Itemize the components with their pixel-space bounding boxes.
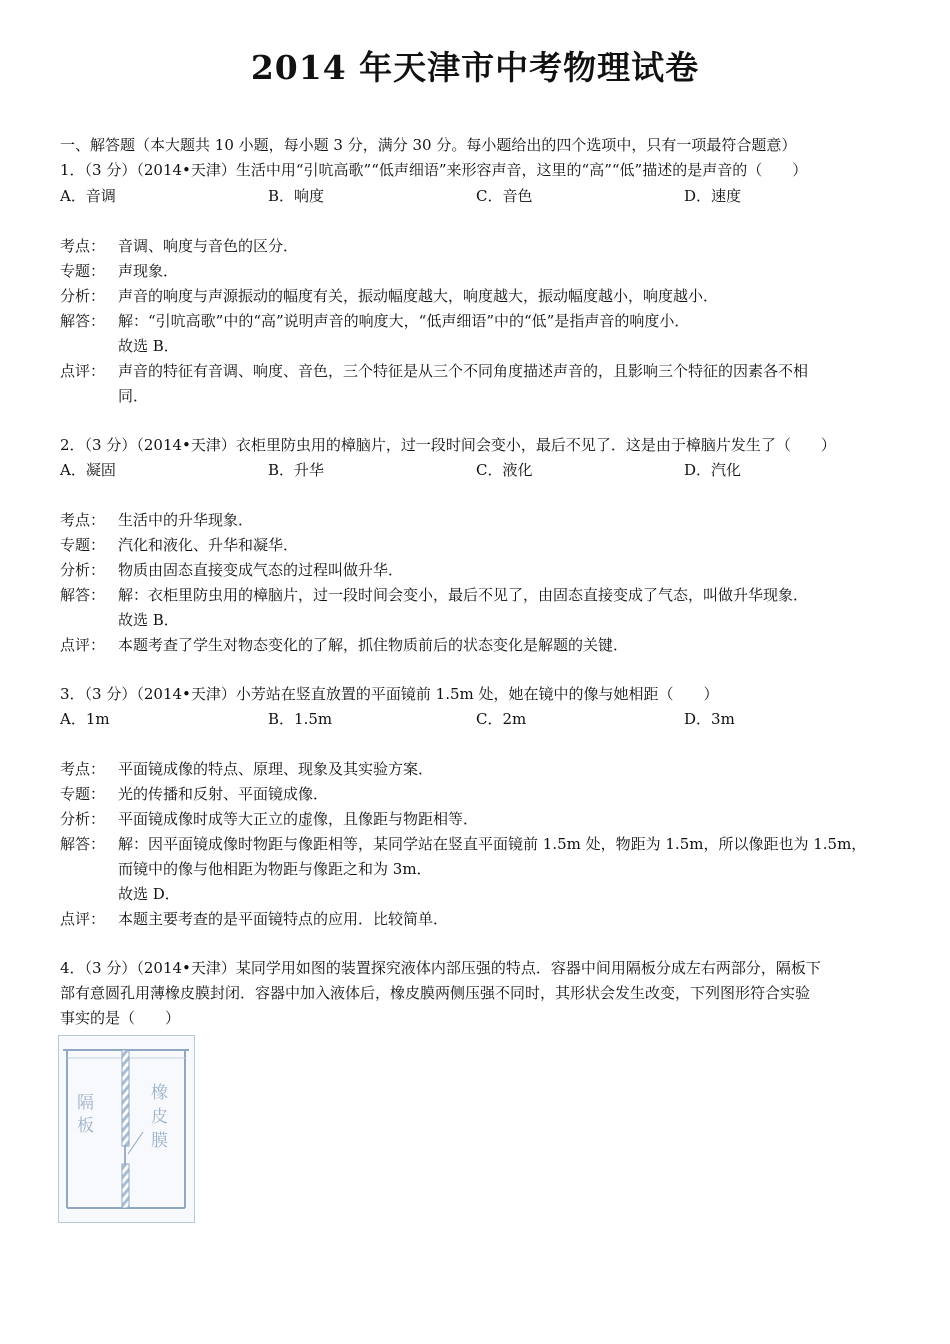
q1-kaodian-label: 考点： <box>60 237 106 255</box>
partition-lower <box>122 1164 129 1208</box>
q2-zhuanti: 汽化和液化、升华和凝华． <box>118 536 299 554</box>
q2-dianping-line1: 本题考查了学生对物态变化的了解，抓住物质前后的状态变化是解题的关键． <box>118 636 629 654</box>
partition-upper <box>122 1050 129 1146</box>
q1-zhuanti: 声现象． <box>118 262 179 280</box>
q2-option-b: B．升华 <box>268 461 325 479</box>
q4-stem-line2: 部有意圆孔用薄橡皮膜封闭．容器中加入液体后，橡皮膜两侧压强不同时，其形状会发生改变，下列图形符合实验 <box>60 984 811 1002</box>
q1-option-a: A．音调 <box>60 187 116 205</box>
q2-jieda-label: 解答： <box>60 586 106 604</box>
q3-kaodian-label: 考点： <box>60 760 106 778</box>
q1-dianping-line1: 声音的特征有音调、响度、音色，三个特征是从三个不同角度描述声音的，且影响三个特征的因素各不相 <box>118 362 809 380</box>
q3-zhuanti-label: 专题： <box>60 785 106 803</box>
q3-jieda-label: 解答： <box>60 835 106 853</box>
q3-option-b: B．1.5m <box>268 710 333 728</box>
q3-jieda-line2: 而镜中的像与他相距为物距与像距之和为 3m． <box>118 860 432 878</box>
membrane-label-char1: 橡 <box>151 1083 168 1103</box>
q2-jieda-line2: 故选 B． <box>118 611 179 629</box>
q4-stem-line3: 事实的是（ ） <box>60 1009 181 1027</box>
q2-dianping-label: 点评： <box>60 636 106 654</box>
q3-stem: 3．（3 分）（2014•天津）小芳站在竖直放置的平面镜前 1.5m 处，她在镜中的像与她相距（ ） <box>60 685 719 703</box>
q2-jieda-line1: 解：衣柜里防虫用的樟脑片，过一段时间会变小，最后不见了，由固态直接变成了气态，叫做升华现象． <box>118 586 809 604</box>
partition-label-char1: 隔 <box>77 1093 94 1113</box>
q1-zhuanti-label: 专题： <box>60 262 106 280</box>
q2-zhuanti-label: 专题： <box>60 536 106 554</box>
q1-dianping-label: 点评： <box>60 362 106 380</box>
q2-stem: 2．（3 分）（2014•天津）衣柜里防虫用的樟脑片，过一段时间会变小，最后不见了．这是由于樟脑片发生了（ ） <box>60 436 836 454</box>
q3-fenxi: 平面镜成像时成等大正立的虚像，且像距与物距相等． <box>118 810 479 828</box>
q2-option-a: A．凝固 <box>60 461 116 479</box>
q3-dianping-line1: 本题主要考查的是平面镜特点的应用．比较简单． <box>118 910 449 928</box>
q3-jieda-line3: 故选 D． <box>118 885 180 903</box>
q2-fenxi-label: 分析： <box>60 561 106 579</box>
q3-option-d: D．3m <box>684 710 735 728</box>
q3-option-a: A．1m <box>60 710 110 728</box>
q1-dianping-line2: 同． <box>118 387 149 405</box>
q3-fenxi-label: 分析： <box>60 810 106 828</box>
q2-option-c: C．液化 <box>476 461 533 479</box>
q3-dianping-label: 点评： <box>60 910 106 928</box>
q1-kaodian: 音调、响度与音色的区分． <box>118 237 299 255</box>
q1-option-c: C．音色 <box>476 187 533 205</box>
q1-stem: 1．（3 分）（2014•天津）生活中用“引吭高歌”“低声细语”来形容声音，这里的“高”“低”描述的是声音的（ ） <box>60 161 808 179</box>
q3-kaodian: 平面镜成像的特点、原理、现象及其实验方案． <box>118 760 434 778</box>
container-diagram <box>59 1036 194 1222</box>
q2-kaodian: 生活中的升华现象． <box>118 511 254 529</box>
q1-jieda-label: 解答： <box>60 312 106 330</box>
q2-option-d: D．汽化 <box>684 461 742 479</box>
q1-jieda-line1: 解：“引吭高歌”中的“高”说明声音的响度大，“低声细语”中的“低”是指声音的响度小． <box>118 312 690 330</box>
q3-zhuanti: 光的传播和反射、平面镜成像． <box>118 785 329 803</box>
q1-fenxi-label: 分析： <box>60 287 106 305</box>
q3-option-c: C．2m <box>476 710 527 728</box>
q1-fenxi: 声音的响度与声源振动的幅度有关，振动幅度越大，响度越大，振动幅度越小，响度越小． <box>118 287 719 305</box>
q1-jieda-line2: 故选 B． <box>118 337 179 355</box>
q2-kaodian-label: 考点： <box>60 511 106 529</box>
container-figure <box>58 1035 195 1223</box>
q1-option-d: D．速度 <box>684 187 742 205</box>
page-title: 2014 年天津市中考物理试卷 <box>250 48 700 87</box>
q3-jieda-line1: 解：因平面镜成像时物距与像距相等，某同学站在竖直平面镜前 1.5m 处，物距为 1.5m，所以像距也为 1.5m， <box>118 835 867 853</box>
membrane-label-char2: 皮 <box>151 1107 168 1127</box>
membrane-label-char3: 膜 <box>151 1131 168 1151</box>
q2-fenxi: 物质由固态直接变成气态的过程叫做升华． <box>118 561 404 579</box>
q1-option-b: B．响度 <box>268 187 325 205</box>
q4-stem-line1: 4．（3 分）（2014•天津）某同学用如图的装置探究液体内部压强的特点．容器中间用隔板分成左右两部分，隔板下 <box>60 959 821 977</box>
section-header: 一、解答题（本大题共 10 小题，每小题 3 分，满分 30 分。每小题给出的四个选项中，只有一项最符合题意） <box>60 136 797 154</box>
partition-label-char2: 板 <box>77 1116 94 1136</box>
